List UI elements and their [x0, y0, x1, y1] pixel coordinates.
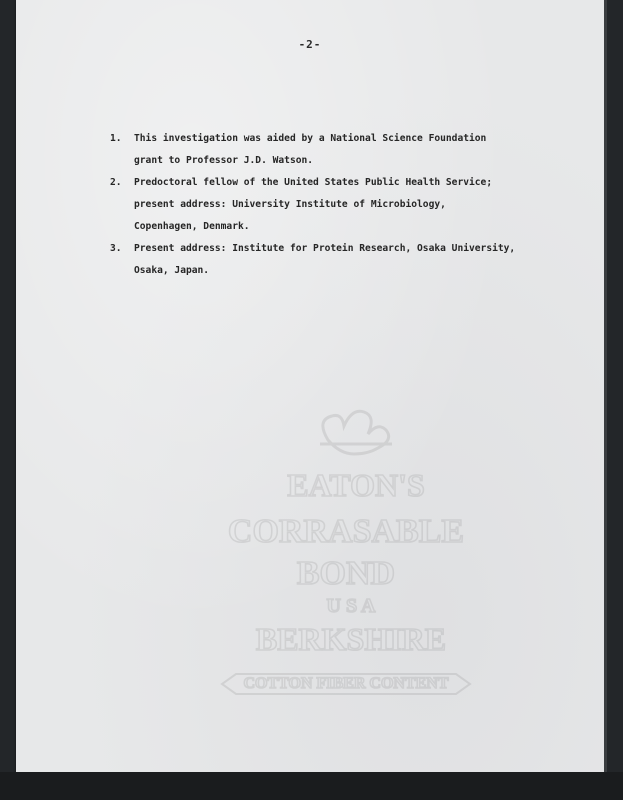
footnote-item — [110, 172, 570, 238]
footnote-line: grant to Professor J.D. Watson. — [134, 155, 314, 166]
footnote-number: 2. — [110, 177, 122, 188]
watermark-line5: COTTON FIBER CONTENT — [243, 675, 449, 692]
scan-bottom-border — [0, 772, 623, 800]
footnote-line: Copenhagen, Denmark. — [134, 221, 250, 232]
footnote-line: Predoctoral fellow of the United States Public Health Service; — [134, 177, 493, 188]
watermark-line3: U S A — [326, 595, 376, 617]
footnote-list — [110, 128, 570, 282]
page-number: -2- — [298, 38, 322, 51]
footnote-line: This investigation was aided by a National Science Foundation — [134, 133, 487, 144]
paper-watermark — [216, 400, 496, 700]
watermark-brand: EATON'S — [287, 467, 425, 503]
footnote-line: present address: University Institute of Microbiology, — [134, 199, 446, 210]
watermark-line1: CORRASABLE — [227, 513, 465, 550]
footnote-number: 3. — [110, 243, 122, 254]
page-edge-shadow — [604, 0, 607, 772]
document-page — [16, 0, 604, 772]
watermark-line2: BOND — [296, 555, 396, 592]
footnote-line: Osaka, Japan. — [134, 265, 210, 276]
footnote-item — [110, 128, 570, 172]
crown-icon — [320, 411, 392, 454]
footnote-number: 1. — [110, 133, 122, 144]
footnote-line: Present address: Institute for Protein Research, Osaka University, — [134, 243, 516, 254]
footnote-item — [110, 238, 570, 282]
watermark-line4: BERKSHIRE — [255, 621, 447, 657]
